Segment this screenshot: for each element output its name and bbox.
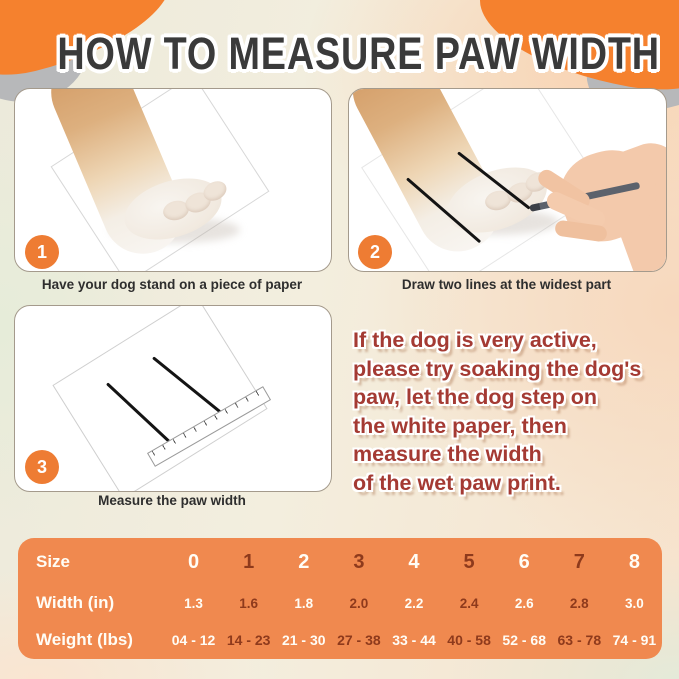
step3-caption: Measure the paw width bbox=[98, 493, 246, 508]
width-cell: 3.0 bbox=[625, 595, 644, 611]
width-cell: 2.4 bbox=[459, 595, 479, 611]
step1-number: 1 bbox=[36, 241, 47, 262]
size-cell: 0 bbox=[187, 550, 200, 573]
size-chart-table bbox=[18, 538, 662, 659]
row-label-width: Width (in) bbox=[36, 593, 115, 612]
width-cell: 1.3 bbox=[184, 595, 203, 611]
weight-cell: 74 - 91 bbox=[612, 631, 657, 648]
width-cell: 1.6 bbox=[239, 595, 259, 611]
size-cell: 7 bbox=[573, 550, 585, 573]
width-cell: 2.2 bbox=[404, 595, 424, 611]
weight-cell: 40 - 58 bbox=[447, 631, 491, 648]
width-cell: 1.8 bbox=[294, 595, 314, 611]
width-cell: 2.8 bbox=[569, 595, 589, 611]
width-cell: 2.6 bbox=[514, 595, 534, 611]
step3-diagram-panel bbox=[14, 305, 332, 492]
table-row-width bbox=[18, 584, 662, 622]
weight-cell: 04 - 12 bbox=[171, 631, 216, 648]
size-cell: 2 bbox=[298, 550, 310, 573]
step1-photo-panel bbox=[14, 88, 332, 272]
tip-line: measure the width bbox=[353, 442, 542, 466]
weight-cell: 14 - 23 bbox=[226, 631, 271, 648]
step1-caption: Have your dog stand on a piece of paper bbox=[41, 277, 303, 292]
step2-number: 2 bbox=[369, 241, 380, 262]
size-cell: 5 bbox=[463, 550, 475, 573]
step2-caption: Draw two lines at the widest part bbox=[401, 277, 612, 292]
tip-line: paw, let the dog step on bbox=[353, 385, 598, 409]
tip-line: If the dog is very active, bbox=[353, 328, 597, 352]
step2-number-badge bbox=[358, 235, 392, 269]
step3-number-badge bbox=[25, 450, 59, 484]
weight-cell: 52 - 68 bbox=[502, 631, 546, 648]
table-row-weight bbox=[18, 622, 662, 657]
active-dog-tip bbox=[353, 326, 673, 497]
step3-number: 3 bbox=[36, 456, 47, 477]
row-label-weight: Weight (lbs) bbox=[36, 629, 133, 649]
row-label-size: Size bbox=[36, 552, 71, 571]
width-cell: 2.0 bbox=[349, 595, 369, 611]
size-cell: 4 bbox=[408, 550, 420, 573]
tip-line: please try soaking the dog's bbox=[353, 356, 642, 381]
size-cell: 6 bbox=[518, 550, 530, 573]
step2-photo-panel bbox=[348, 88, 667, 272]
weight-cell: 27 - 38 bbox=[337, 631, 381, 648]
tip-line: the white paper, then bbox=[353, 413, 567, 438]
size-cell: 1 bbox=[243, 550, 255, 573]
page-title-text: HOW TO MEASURE PAW WIDTH bbox=[57, 28, 660, 79]
step1-number-badge bbox=[25, 235, 59, 269]
size-cell: 8 bbox=[628, 550, 640, 573]
table-row-size bbox=[18, 540, 662, 584]
weight-cell: 21 - 30 bbox=[281, 631, 326, 648]
weight-cell: 63 - 78 bbox=[557, 631, 602, 648]
weight-cell: 33 - 44 bbox=[392, 631, 436, 648]
page-title bbox=[0, 28, 679, 80]
size-cell: 3 bbox=[353, 550, 365, 573]
tip-line: of the wet paw print. bbox=[353, 470, 561, 495]
